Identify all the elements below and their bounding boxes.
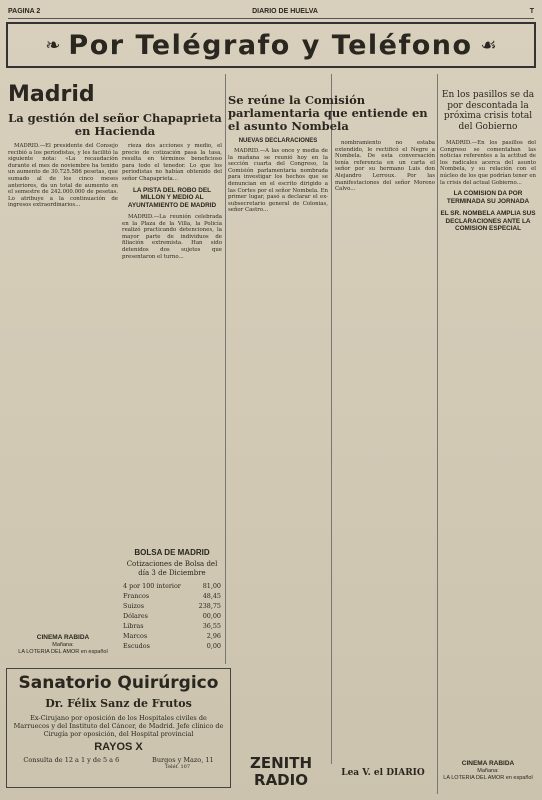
pasillos-headline: En los pasillos se da por descontada la próxima crisis total del Gobierno (441, 90, 535, 132)
cinema-title: CINEMA RABIDA (461, 760, 515, 767)
row-value: 2,96 (206, 632, 221, 640)
column-divider (331, 74, 332, 764)
row-name: Marcos (123, 632, 148, 640)
sanatorio-ad (6, 668, 231, 788)
row-name: 4 por 100 interior (123, 582, 181, 590)
pasillos-text (440, 140, 536, 237)
row-value: 48,45 (202, 592, 221, 600)
row-value: 238,75 (198, 602, 221, 610)
ad-footer (7, 756, 230, 764)
page-number: PAGINA 2 (8, 7, 41, 15)
row-value: 36,55 (202, 622, 221, 630)
zenith-ad (236, 755, 326, 797)
cinema-line: Mañana: (52, 642, 74, 648)
section-banner (6, 22, 536, 68)
bolsa-box (122, 548, 222, 651)
cinema-box-left (8, 634, 118, 656)
hacienda-article-right (122, 143, 222, 262)
banner-left-ornament-icon: ❧ (45, 34, 61, 56)
comision-subheading: NUEVAS DECLARACIONES (238, 138, 318, 144)
cinema-line: LA LOTERIA DEL AMOR (443, 775, 505, 781)
banner-title: Por Telégrafo y Teléfono (68, 29, 473, 61)
ad-title: Sanatorio Quirúrgico (18, 673, 219, 693)
cinema-line: Mañana: (477, 768, 499, 774)
robo-text: MADRID.—La reunión celebrada en la Plaza de la Villa, la Policía realizó practicando detenciones, la mayor parte de individuos de filiación extremista. Han sido detenidos dos sujetos que presentaron el turno... (122, 213, 222, 260)
article-text: MADRID.—El presidente del Consejo recibió a los periodistas, y les facilitó la siguiente nota: «La recaudación durante el mes de noviembre ha tenido un aumento de 30.725.586 pesetas, que sumado al de los cinco meses anteriores, da un total de aumento en el semestre de 242.000.000 de pesetas. Lo atribuye a la continuación de ingresos extraordinarios... (8, 143, 118, 209)
cinema-line: en español (505, 775, 533, 781)
zenith-line2: RADIO (254, 771, 308, 789)
cinema-line: en español (80, 649, 108, 655)
banner-right-ornament-icon: ☙ (480, 34, 497, 56)
table-row (122, 641, 222, 651)
column-divider (437, 74, 438, 794)
page-header (8, 4, 534, 19)
comision-jornada-subheading: LA COMISION DA POR TERMINADA SU JORNADA (446, 190, 530, 205)
lea-diario-ad: Lea V. el DIARIO (341, 768, 425, 778)
zenith-line1: ZENITH (249, 754, 313, 772)
table-row (122, 621, 222, 631)
table-row (122, 631, 222, 641)
row-name: Libras (123, 622, 144, 630)
comision-headline: Se reúne la Comisión parlamentaria que entiende en el asunto Nombela (228, 93, 428, 133)
hacienda-headline: La gestión del señor Chapaprieta en Hacienda (8, 111, 222, 138)
paper-name: DIARIO DE HUELVA (252, 7, 318, 15)
nombela-subheading: EL SR. NOMBELA AMPLIA SUS DECLARACIONES ANTE LA COMISION ESPECIAL (440, 209, 536, 233)
madrid-title: Madrid (8, 82, 95, 107)
column-divider (225, 74, 226, 664)
article-text: MADRID.—En los pasillos del Congreso se comentaban las noticias referentes a la actitud de los radicales acerca del asunto Nombela, y su relación con el núcleo de los que podrían tener en la crisis del actual Gobierno... (440, 140, 536, 186)
table-row (122, 591, 222, 601)
ad-doctor: Dr. Félix Sanz de Frutos (45, 697, 192, 710)
ad-description: Ex-Cirujano por oposición de los Hospitales civiles de Marruecos y del Instituto del Cáncer, de Madrid. Jefe clínico de Cirugía por oposición, del Hospital provincial (13, 714, 224, 738)
ad-address: Burgos y Mazo, 11 (152, 756, 214, 764)
row-value: 00,00 (202, 612, 221, 620)
table-row (122, 601, 222, 611)
row-name: Escudos (123, 642, 150, 650)
table-row (122, 581, 222, 591)
row-name: Suizos (123, 602, 145, 610)
header-right: T (529, 7, 534, 15)
ad-rayos: RAYOS X (94, 741, 143, 753)
ad-phone: Teléf. 107 (165, 764, 190, 770)
robo-headline: LA PISTA DEL ROBO DEL MILLON Y MEDIO AL AYUNTAMIENTO DE MADRID (127, 186, 217, 210)
comision-text-left (228, 148, 328, 216)
article-text: MADRID.—A las once y media de la mañana se reunió hoy en la sección cuarta del Congreso, la Comisión parlamentaria nombrada para investigar los hechos que se denuncian en el escrito dirigido a las Cortes por el señor Nombela. En primer lugar, pasó a declarar el ex-subsecretario general de Colonias, señor Castro... (228, 148, 328, 214)
row-value: 81,00 (202, 582, 221, 590)
bolsa-title: BOLSA DE MADRID (134, 548, 210, 557)
row-name: Francos (123, 592, 150, 600)
table-row (122, 611, 222, 621)
cinema-box-right (440, 760, 536, 782)
article-text: rieza dos acciones y medio, el precio de cotización pasa la tasa, resulta en términos beneficioso para todo el tenedor. Lo que los periodistas no habían obtenido del señor Chapaprieta... (122, 143, 222, 182)
article-text: nombramiento no estaba extendido, le rectificó el Negre a Nombela. De esta conversación tenía referencia en un carta el señor por su hermano Luis don Alejandro Lerroux. Por las manifestaciones del señor Moreno Calvo... (335, 140, 435, 193)
comision-text-right (335, 140, 435, 195)
bolsa-subtitle: Cotizaciones de Bolsa del día 3 de Diciembre (126, 560, 218, 577)
cinema-title: CINEMA RABIDA (36, 634, 90, 641)
row-name: Dólares (123, 612, 148, 620)
bolsa-table (122, 581, 222, 651)
row-value: 0,00 (206, 642, 221, 650)
hacienda-article-left (8, 143, 118, 211)
cinema-line: LA LOTERIA DEL AMOR (18, 649, 80, 655)
ad-consulta: Consulta de 12 a 1 y de 5 a 6 (23, 756, 120, 764)
